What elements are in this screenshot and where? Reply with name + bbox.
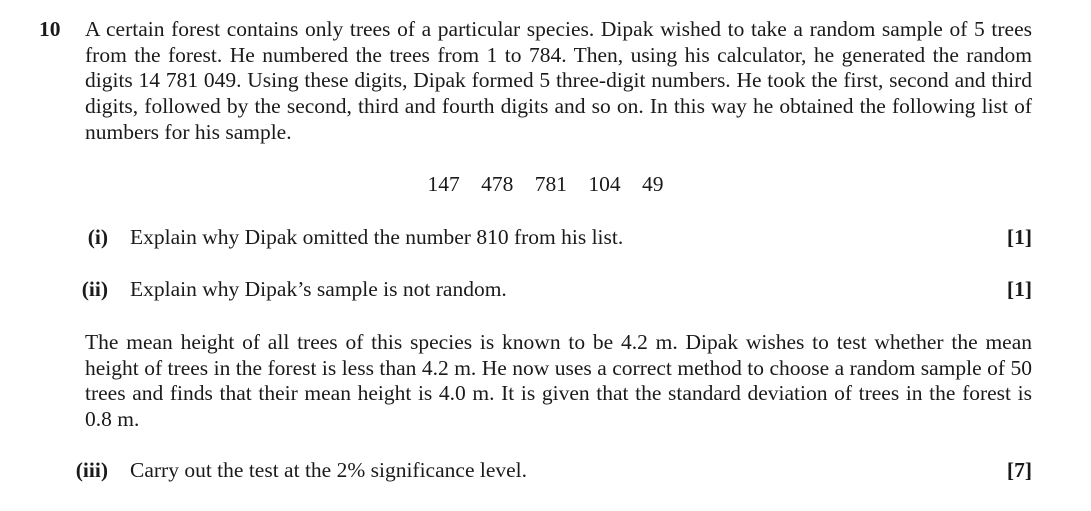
sample-number: 781 [534, 172, 567, 196]
part-marks: [7] [1006, 458, 1032, 482]
part-label: (iii) [75, 458, 108, 482]
hypothesis-test-paragraph: The mean height of all trees of this species is known to be 4.2 m. Dipak wishes to test whether the mean height of trees in the forest is less than 4.2 m. He now uses a correct method to choose a random sample of 50 trees and finds that their mean height is 4.0 m. It is given that the standard deviation of trees in the forest is 0.8 m. [85, 330, 1032, 432]
part-marks: [1] [1006, 277, 1032, 301]
sample-number-list [0, 172, 1091, 198]
sample-number: 49 [642, 172, 664, 196]
part-text: Explain why Dipak’s sample is not random. [130, 277, 507, 301]
sample-number: 104 [588, 172, 621, 196]
part-marks: [1] [1006, 225, 1032, 249]
part-label: (ii) [81, 277, 108, 301]
sample-number: 478 [481, 172, 514, 196]
question-number: 10 [39, 17, 61, 41]
question-intro: A certain forest contains only trees of a particular species. Dipak wished to take a random sample of 5 trees from the forest. He numbered the trees from 1 to 784. Then, using his calculator, he generated the random digits 14 781 049. Using these digits, Dipak formed 5 three-digit numbers. He took the first, second and third digits, followed by the second, third and fourth digits and so on. In this way he obtained the following list of numbers for his sample. [85, 17, 1032, 144]
sample-number: 147 [427, 172, 460, 196]
part-text: Explain why Dipak omitted the number 810 from his list. [130, 225, 624, 249]
part-text: Carry out the test at the 2% significance level. [130, 458, 528, 482]
part-label: (i) [87, 225, 108, 249]
